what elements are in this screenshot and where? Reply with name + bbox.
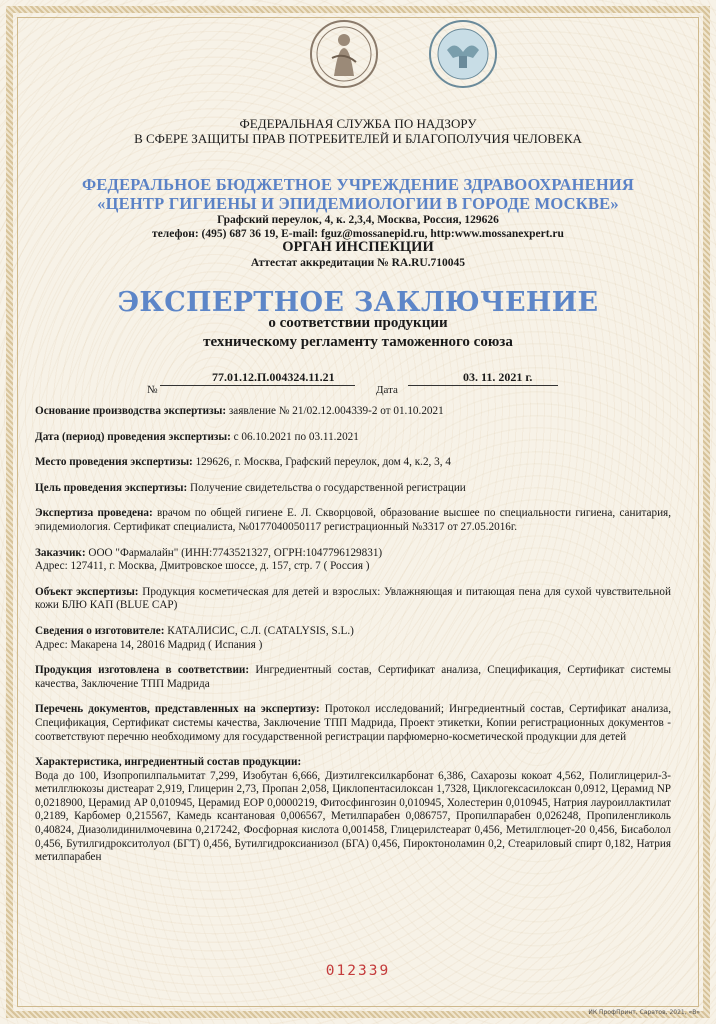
agency-header [0, 116, 716, 146]
purpose-value: Получение свидетельства о государственной регистрации [190, 481, 466, 494]
customer-section [35, 547, 671, 574]
object-section [35, 586, 671, 613]
customer-address: Адрес: 127411, г. Москва, Дмитровское шоссе, д. 157, стр. 7 ( Россия ) [35, 560, 370, 573]
date-label: Дата [376, 384, 398, 396]
composition-section [35, 756, 671, 865]
organ-title: ОРГАН ИНСПЕКЦИИ [282, 239, 434, 255]
docs-label: Перечень документов, представленных на экспертизу: [35, 703, 320, 716]
object-label: Объект экспертизы: [35, 585, 139, 598]
institution-name [0, 175, 716, 213]
period-section [35, 431, 671, 445]
docs-section [35, 703, 671, 744]
date-underline [408, 385, 558, 386]
purpose-section [35, 482, 671, 496]
printer-imprint: ИК ПрофПринт, Саратов, 2021, «В» [588, 1009, 700, 1016]
made-label: Продукция изготовлена в соответствии: [35, 664, 250, 677]
made-value: Ингредиентный состав, Сертификат анализа, Спецификация, Сертификат системы качества, Заключение ТПП Мадрида [35, 664, 672, 690]
document-subtitle [0, 314, 716, 352]
document-number: 77.01.12.П.004324.11.21 [212, 370, 335, 384]
basis-section [35, 405, 671, 419]
institution-line-2: «ЦЕНТР ГИГИЕНЫ И ЭПИДЕМИОЛОГИИ В ГОРОДЕ МОСКВЕ» [97, 194, 619, 213]
period-value: с 06.10.2021 по 03.11.2021 [233, 430, 359, 443]
basis-value: заявление № 21/02.12.004339-2 от 01.10.2021 [228, 405, 444, 417]
number-date-line [0, 370, 716, 400]
document-body [35, 405, 671, 865]
document-title: ЭКСПЕРТНОЕ ЗАКЛЮЧЕНИЕ [117, 287, 599, 318]
eagle-seal-icon [427, 18, 499, 90]
number-underline [160, 385, 355, 386]
agency-line-2: В СФЕРЕ ЗАЩИТЫ ПРАВ ПОТРЕБИТЕЛЕЙ И БЛАГОПОЛУЧИЯ ЧЕЛОВЕКА [134, 131, 582, 146]
institution-line-1: ФЕДЕРАЛЬНОЕ БЮДЖЕТНОЕ УЧРЕЖДЕНИЕ ЗДРАВООХРАНЕНИЯ [81, 175, 635, 194]
agency-line-1: ФЕДЕРАЛЬНАЯ СЛУЖБА ПО НАДЗОРУ [239, 116, 477, 131]
composition-value: Вода до 100, Изопропилпальмитат 7,299, Изобутан 6,666, Диэтилгексилкарбонат 6,386, Сахарозы кокоат 4,562, Полиглицерил-3-метилглюкозы дистеарат 2,919, Глицерин 2,73, Пропан 2,058, Циклопентасилоксан 1,7328, Циклогексасилоксан 0,0912, Церамид NP 0,0218900, Церамид AP 0,010945, Церамид ЕОР 0,0000219, Фитосфингозин 0,010945, Холестерин 0,010945, Натрия лауроиллактилат 0,2189, Карбомер 0,215567, Камедь ксантановая 0,006567, Метилпарабен 0,086757, Пропилпарабен 0,026248, Пропиленгликоль 0,40824, Диазолидинилмочевина 0,217242, Фосфорная кислота 0,001458, Глицерилстеарат 0,456, Метилглюцет-20 0,456, Бисаболол 0,456, Бутилгидрокситолуол (БГТ) 0,456, Бутилгидроксианизол (БГА) 0,456, Пироктоноламин 0,2, Стеариловый спирт 0,182, Натрия метилпарабен [35, 769, 671, 864]
place-section [35, 456, 671, 470]
document-date: 03. 11. 2021 г. [463, 370, 533, 384]
subtitle-line-1: о соответствии продукции [268, 315, 448, 331]
basis-label: Основание производства экспертизы: [35, 405, 227, 417]
hygieia-emblem-icon [308, 18, 380, 90]
number-label: № [147, 384, 158, 396]
place-label: Место проведения экспертизы: [35, 456, 193, 469]
subtitle-line-2: техническому регламенту таможенного союза [203, 334, 513, 350]
object-value: Продукция косметическая для детей и взрослых: Увлажняющая и питающая пена для сухой чувствительной кожи БЛЮ КАП (BLUE CAP) [35, 585, 671, 612]
maker-value: КАТАЛИСИС, С.Л. (CATALYSIS, S.L.) [167, 624, 354, 637]
place-value: 129626, г. Москва, Графский переулок, дом 4, к.2, 3, 4 [195, 456, 451, 469]
maker-label: Сведения о изготовителе: [35, 624, 165, 637]
accreditation-line: Аттестат аккредитации № RA.RU.710045 [250, 257, 466, 269]
maker-address: Адрес: Макарена 14, 28016 Мадрид ( Испания ) [35, 638, 263, 651]
customer-value: ООО "Фармалайн" (ИНН:7743521327, ОГРН:1047796129831) [88, 546, 383, 559]
customer-label: Заказчик: [35, 546, 86, 559]
composition-label: Характеристика, ингредиентный состав продукции: [35, 756, 302, 769]
maker-section [35, 625, 671, 652]
expert-value: врачом по общей гигиене Е. Л. Скворцовой, образование высшее по специальности гигиена, санитария, эпидемиология. Сертификат специалиста, №0177040050117 регистрационный №3317 от 27.05.2016г. [35, 507, 671, 533]
made-section [35, 664, 671, 691]
institution-contacts: телефон: (495) 687 36 19, E-mail: fguz@mossanepid.ru, http:www.mossanexpert.ru [152, 228, 564, 240]
purpose-label: Цель проведения экспертизы: [35, 481, 188, 494]
contact-block [0, 213, 716, 241]
serial-number: 012339 [325, 963, 391, 979]
docs-value: Протокол исследований; Ингредиентный состав, Сертификат анализа, Спецификация, Сертификат системы качества, Заключение ТПП Мадрида, Проект этикетки, Копии регистрационных документов - соответствуют перечню необходимому для государственной регистрации парфюмерно-косметической продукции для детей [35, 703, 671, 743]
institution-address: Графский переулок, 4, к. 2,3,4, Москва, Россия, 129626 [217, 214, 499, 226]
expert-label: Экспертиза проведена: [35, 507, 153, 520]
period-label: Дата (период) проведения экспертизы: [35, 430, 231, 443]
expert-section [35, 507, 671, 534]
